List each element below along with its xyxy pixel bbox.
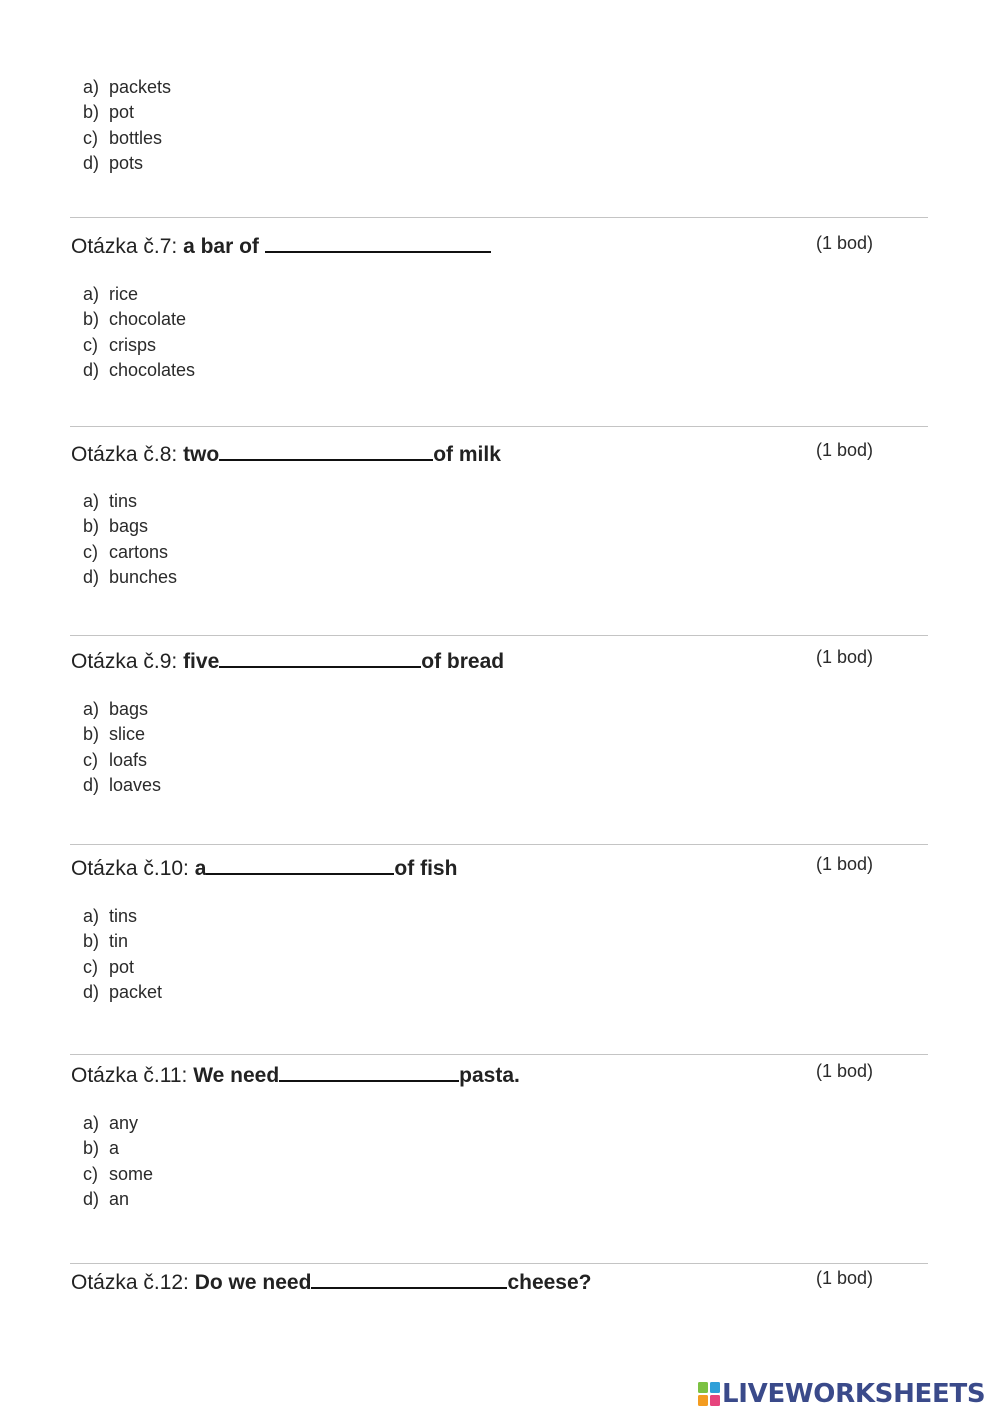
- question-text-after: of bread: [421, 650, 505, 673]
- question-divider: [70, 1054, 928, 1055]
- question-text-after: cheese?: [507, 1271, 592, 1294]
- answer-blank[interactable]: [265, 233, 491, 253]
- question-text-before: five: [183, 650, 220, 673]
- answer-option[interactable]: c) crisps: [83, 334, 157, 355]
- answer-option[interactable]: d) loaves: [83, 774, 162, 795]
- answer-blank[interactable]: [311, 1269, 507, 1289]
- answer-option[interactable]: d) packet: [83, 981, 163, 1002]
- question-6-options: [83, 75, 171, 176]
- question-8-options: [83, 489, 177, 590]
- answer-option[interactable]: d) pots: [83, 152, 144, 173]
- answer-blank[interactable]: [206, 855, 394, 875]
- question-divider: [70, 635, 928, 636]
- points-label: (1 bod): [816, 1268, 874, 1288]
- points-label: (1 bod): [816, 233, 874, 253]
- question-10-prompt: [71, 855, 457, 881]
- question-text-after: of fish: [394, 857, 458, 880]
- liveworksheets-wordmark: LIVEWORKSHEETS: [722, 1379, 986, 1409]
- answer-option[interactable]: a) packets: [83, 77, 172, 97]
- question-12-prompt: [71, 1269, 592, 1295]
- question-text-after: of milk: [433, 443, 501, 466]
- answer-option[interactable]: d) bunches: [83, 566, 178, 587]
- question-7-prompt: [71, 233, 491, 259]
- question-label: Otázka č.7:: [71, 235, 178, 258]
- question-text-before: We need: [193, 1064, 280, 1087]
- liveworksheets-logo: [698, 1379, 985, 1409]
- answer-option[interactable]: b) slice: [83, 724, 146, 745]
- answer-option[interactable]: c) cartons: [83, 541, 169, 562]
- question-text-before: a bar of: [183, 235, 259, 258]
- question-divider: [70, 1263, 928, 1264]
- question-text-after: pasta.: [459, 1064, 520, 1087]
- answer-option[interactable]: c) some: [83, 1163, 154, 1184]
- question-divider: [70, 217, 928, 218]
- question-11-options: [83, 1111, 153, 1212]
- question-divider: [70, 844, 928, 845]
- answer-option[interactable]: b) chocolate: [83, 309, 187, 330]
- question-label: Otázka č.11:: [71, 1064, 188, 1087]
- answer-blank[interactable]: [279, 1062, 459, 1082]
- answer-option[interactable]: a) rice: [83, 284, 139, 304]
- answer-option[interactable]: a) bags: [83, 699, 149, 719]
- question-label: Otázka č.8:: [71, 443, 178, 466]
- question-label: Otázka č.9:: [71, 650, 178, 673]
- points-label: (1 bod): [816, 647, 874, 667]
- answer-option[interactable]: b) a: [83, 1138, 120, 1159]
- question-label: Otázka č.10:: [71, 857, 189, 880]
- question-11-prompt: [71, 1062, 520, 1088]
- answer-option[interactable]: c) loafs: [83, 749, 148, 770]
- answer-option[interactable]: b) bags: [83, 516, 149, 537]
- points-label: (1 bod): [816, 1061, 874, 1081]
- answer-option[interactable]: b) pot: [83, 102, 135, 123]
- question-7-options: [83, 282, 195, 383]
- answer-option[interactable]: a) tins: [83, 491, 138, 511]
- points-label: (1 bod): [816, 854, 874, 874]
- answer-option[interactable]: a) any: [83, 1113, 139, 1133]
- answer-option[interactable]: c) pot: [83, 956, 135, 977]
- question-text-before: a: [194, 857, 207, 880]
- answer-option[interactable]: a) tins: [83, 906, 138, 926]
- question-text-before: Do we need: [194, 1271, 312, 1294]
- answer-blank[interactable]: [219, 441, 433, 461]
- question-10-options: [83, 904, 162, 1005]
- answer-option[interactable]: c) bottles: [83, 127, 163, 148]
- question-label: Otázka č.12:: [71, 1271, 189, 1294]
- liveworksheets-logo-icon: [698, 1382, 720, 1406]
- question-9-options: [83, 697, 161, 798]
- points-label: (1 bod): [816, 440, 874, 460]
- answer-option[interactable]: d) chocolates: [83, 359, 196, 380]
- question-9-prompt: [71, 648, 504, 674]
- answer-option[interactable]: b) tin: [83, 931, 129, 952]
- question-text-before: two: [183, 443, 220, 466]
- question-8-prompt: [71, 441, 501, 467]
- answer-blank[interactable]: [219, 648, 421, 668]
- answer-option[interactable]: d) an: [83, 1188, 130, 1209]
- question-divider: [70, 426, 928, 427]
